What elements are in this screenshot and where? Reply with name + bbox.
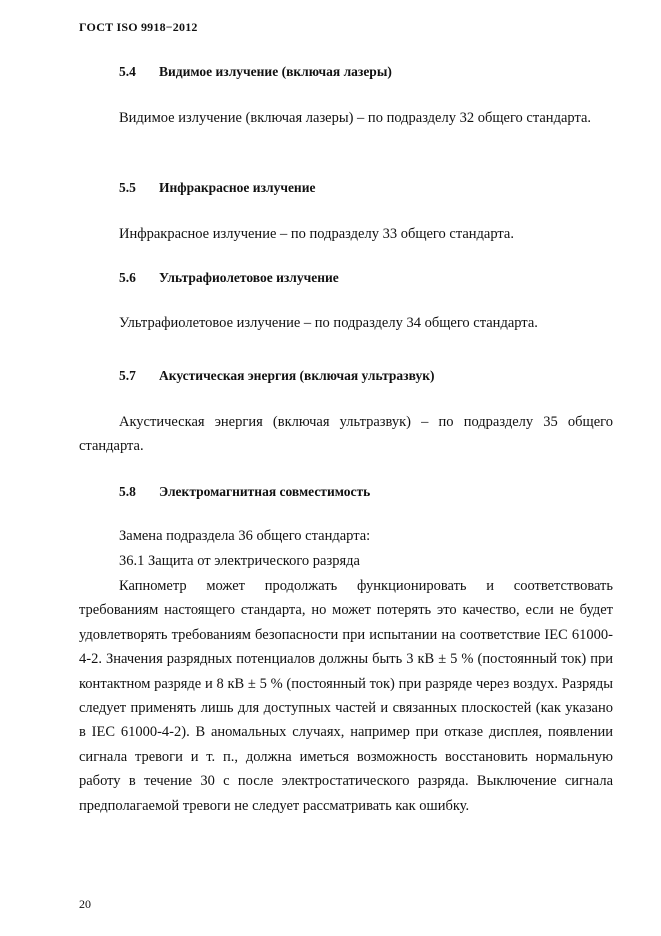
page-number: 20 [79, 897, 91, 911]
section-number: 5.4 [119, 64, 136, 79]
section-heading-5-4 [119, 64, 392, 80]
section-text-5-8: Замена подраздела 36 общего стандарта: [119, 528, 371, 544]
subsection-title-36-1: 36.1 Защита от электрического разряда [119, 553, 360, 569]
section-title: Инфракрасное излучение [159, 180, 316, 195]
section-title: Видимое излучение (включая лазеры) [159, 64, 392, 79]
section-number: 5.7 [119, 368, 136, 383]
section-number: 5.5 [119, 180, 136, 195]
section-text-5-7: Акустическая энергия (включая ультразвук) – по подразделу 35 общего стандарта. [79, 414, 613, 455]
section-number: 5.6 [119, 270, 136, 285]
subsection-body-36-1: Капнометр может продолжать функционировать и соответствовать требованиям настоящего стандарта, но может потерять это качество, если не будет удовлетворять требованиям безопасности при испытании на соответствие IEC 61000-4-2. Значения разрядных потенциалов должны быть 3 кВ ± 5 % (постоянный ток) при контактном разряде и 8 кВ ± 5 % (постоянный ток) при разряде через воздух. Разряды следует применять лишь для доступных частей и связанных плоскостей (как указано в IEC 61000-4-2). В аномальных случаях, например при отказе дисплея, появлении сигнала тревоги и т. п., должна иметься возможность восстановить нормальную работу в течение 30 с после электростатического разряда. Выключение сигнала предполагаемой тревоги не следует рассматривать как ошибку. [79, 578, 613, 814]
section-title: Акустическая энергия (включая ультразвук) [159, 368, 435, 383]
section-heading-5-6 [119, 270, 339, 286]
document-header: ГОСТ ISO 9918−2012 [79, 20, 198, 34]
section-number: 5.8 [119, 484, 136, 499]
section-heading-5-8 [119, 484, 370, 500]
section-heading-5-5 [119, 180, 315, 196]
section-title: Ультрафиолетовое излучение [159, 270, 339, 285]
section-text-5-4: Видимое излучение (включая лазеры) – по подразделу 32 общего стандарта. [119, 110, 592, 126]
section-text-5-6: Ультрафиолетовое излучение – по подразделу 34 общего стандарта. [119, 315, 538, 331]
section-text-5-5: Инфракрасное излучение – по подразделу 33 общего стандарта. [119, 226, 514, 242]
section-heading-5-7 [119, 368, 434, 384]
section-title: Электромагнитная совместимость [159, 484, 371, 499]
